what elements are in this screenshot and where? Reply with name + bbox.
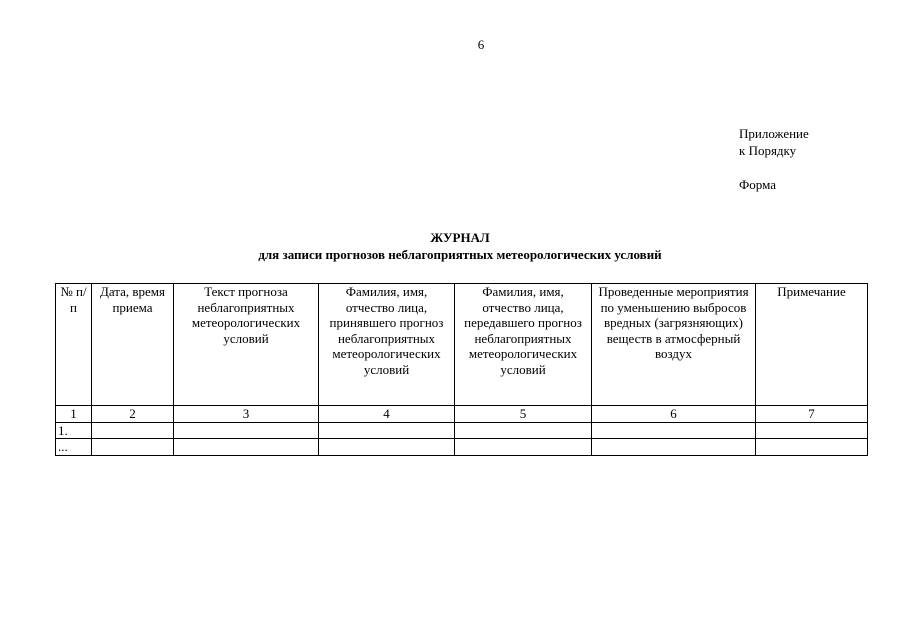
table-cell	[92, 439, 174, 456]
table-cell	[455, 439, 592, 456]
header-note: Примечание	[756, 284, 868, 406]
column-number: 1	[56, 406, 92, 423]
table-row	[56, 439, 868, 456]
document-title	[0, 229, 905, 263]
header-sender-name: Фамилия, имя, отчество лица, передавшего прогноз неблагоприятных метеорологических условий	[455, 284, 592, 406]
header-row	[56, 284, 868, 406]
table-cell	[592, 439, 756, 456]
table-cell: 1.	[56, 422, 92, 439]
header-receiver-name: Фамилия, имя, отчество лица, принявшего прогноз неблагоприятных метеорологических условий	[319, 284, 455, 406]
column-number: 6	[592, 406, 756, 423]
column-number: 5	[455, 406, 592, 423]
page-number: 6	[477, 37, 485, 52]
table-cell	[319, 422, 455, 439]
table-cell: ...	[56, 439, 92, 456]
appendix-block	[739, 125, 809, 193]
appendix-reference: к Порядку	[739, 143, 797, 158]
table-cell	[92, 422, 174, 439]
column-number: 7	[756, 406, 868, 423]
table-row	[56, 422, 868, 439]
header-forecast-text: Текст прогноза неблагоприятных метеорологических условий	[174, 284, 319, 406]
table-cell	[174, 439, 319, 456]
column-number: 3	[174, 406, 319, 423]
column-number-row	[56, 406, 868, 423]
table-cell	[319, 439, 455, 456]
title-subtitle: для записи прогнозов неблагоприятных метеорологических условий	[258, 247, 662, 262]
table-cell	[592, 422, 756, 439]
appendix-label: Приложение	[739, 126, 809, 141]
table-cell	[756, 422, 868, 439]
table-cell	[174, 422, 319, 439]
column-number: 4	[319, 406, 455, 423]
table-cell	[756, 439, 868, 456]
header-number: № п/п	[56, 284, 92, 406]
journal-table	[55, 283, 868, 456]
header-date-time: Дата, время приема	[92, 284, 174, 406]
form-label: Форма	[739, 177, 776, 192]
title-main: ЖУРНАЛ	[430, 230, 490, 245]
table-cell	[455, 422, 592, 439]
column-number: 2	[92, 406, 174, 423]
header-measures: Проведенные мероприятия по уменьшению выбросов вредных (загрязняющих) веществ в атмосферный воздух	[592, 284, 756, 406]
